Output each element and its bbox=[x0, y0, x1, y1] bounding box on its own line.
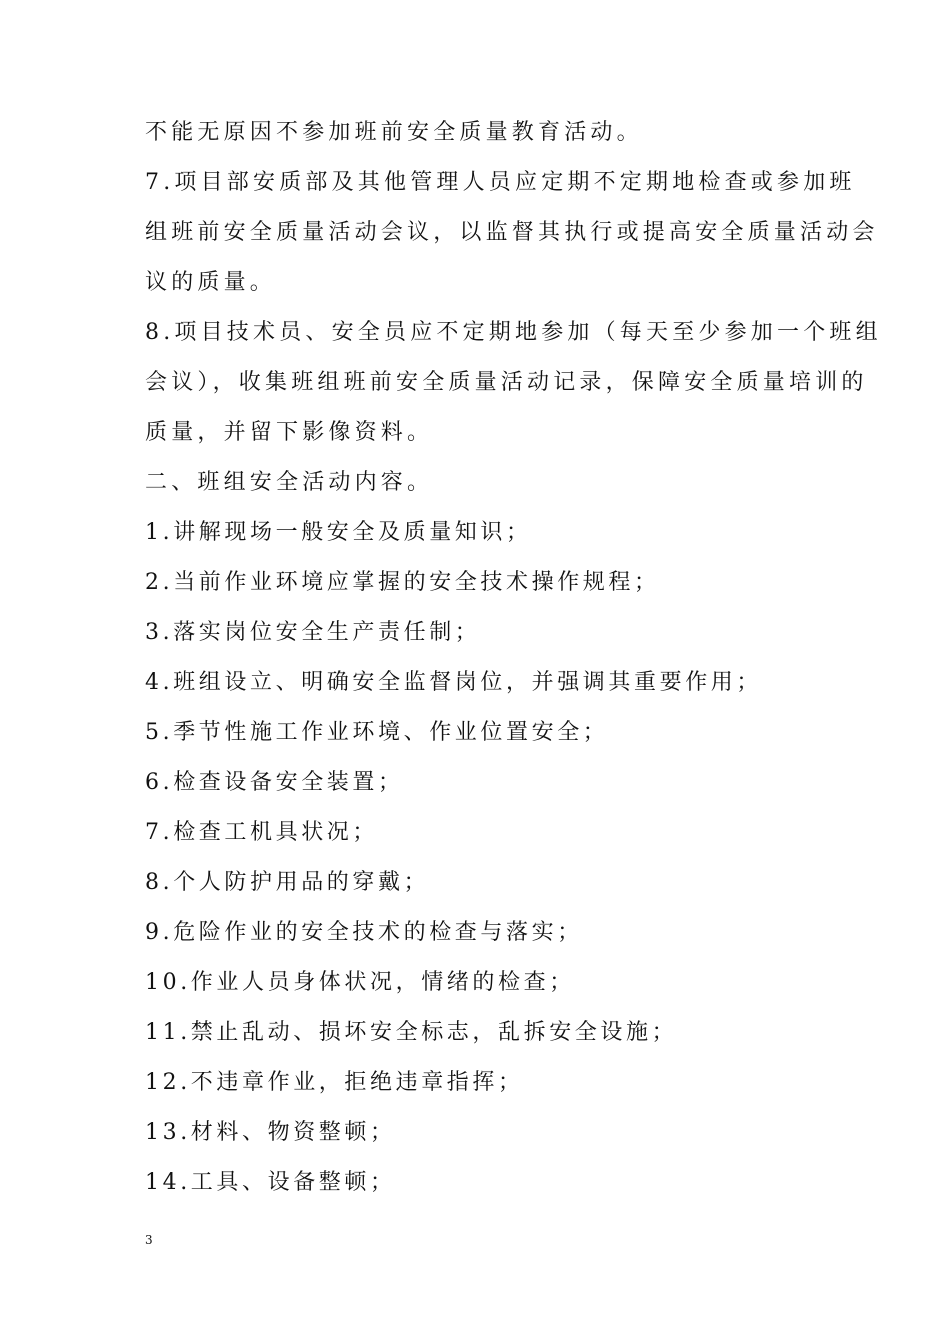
paragraph-line: 不能无原因不参加班前安全质量教育活动。 bbox=[145, 120, 643, 145]
list-item: 2.当前作业环境应掌握的安全技术操作规程； bbox=[145, 570, 660, 595]
paragraph-line: 8.项目技术员、安全员应不定期地参加（每天至少参加一个班组 bbox=[145, 320, 882, 345]
paragraph-line: 议的质量。 bbox=[145, 270, 277, 295]
paragraph-line: 会议），收集班组班前安全质量活动记录，保障安全质量培训的 bbox=[145, 370, 868, 395]
list-item: 3.落实岗位安全生产责任制； bbox=[145, 620, 481, 645]
section-heading: 二、班组安全活动内容。 bbox=[145, 470, 434, 495]
list-item: 7.检查工机具状况； bbox=[145, 820, 378, 845]
list-item: 1.讲解现场一般安全及质量知识； bbox=[145, 520, 532, 545]
list-item: 9.危险作业的安全技术的检查与落实； bbox=[145, 920, 583, 945]
list-item: 6.检查设备安全装置； bbox=[145, 770, 404, 795]
paragraph-line: 7.项目部安质部及其他管理人员应定期不定期地检查或参加班 bbox=[145, 170, 856, 195]
list-item: 13.材料、物资整顿； bbox=[145, 1120, 396, 1145]
list-item: 10.作业人员身体状况，情绪的检查； bbox=[145, 970, 575, 995]
list-item: 12.不违章作业，拒绝违章指挥； bbox=[145, 1070, 524, 1095]
page-number: 3 bbox=[145, 1233, 153, 1247]
list-item: 4.班组设立、明确安全监督岗位，并强调其重要作用； bbox=[145, 670, 762, 695]
list-item: 14.工具、设备整顿； bbox=[145, 1170, 396, 1195]
paragraph-line: 组班前安全质量活动会议，以监督其执行或提高安全质量活动会 bbox=[145, 220, 879, 245]
document-body bbox=[145, 108, 882, 1208]
list-item: 11.禁止乱动、损坏安全标志，乱拆安全设施； bbox=[145, 1020, 678, 1045]
list-item: 8.个人防护用品的穿戴； bbox=[145, 870, 430, 895]
paragraph-line: 质量，并留下影像资料。 bbox=[145, 420, 434, 445]
list-item: 5.季节性施工作业环境、作业位置安全； bbox=[145, 720, 609, 745]
